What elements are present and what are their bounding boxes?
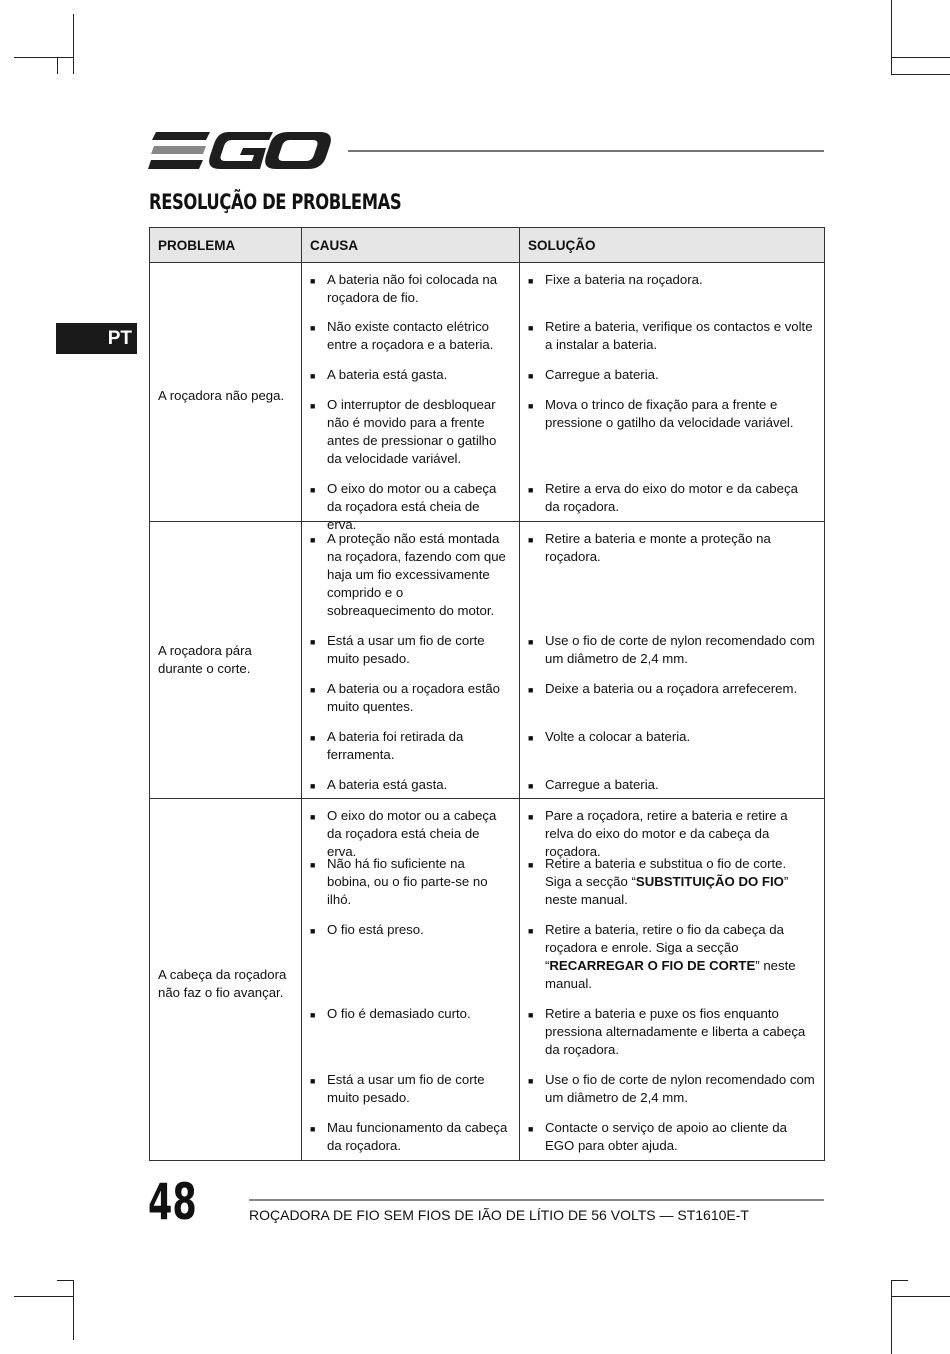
cause-text: Está a usar um fio de corte muito pesado. (327, 633, 485, 666)
solution-text (545, 921, 816, 993)
cause-text: A bateria foi retirada da ferramenta. (327, 729, 464, 762)
footer-text: ROÇADORA DE FIO SEM FIOS DE IÃO DE LÍTIO DE 56 VOLTS — ST1610E-T (249, 1207, 749, 1223)
solution-line: Retire a bateria, retire o fio da cabeça da roçadora e enrole. Siga a secção (545, 922, 784, 955)
solution-text (545, 855, 816, 909)
solution-text: Retire a bateria e monte a proteção na roçadora. (545, 531, 771, 564)
bullet-icon: ■ (310, 1076, 316, 1086)
cause-text: Mau funcionamento da cabeça da roçadora. (327, 1120, 508, 1153)
solution-text: Mova o trinco de fixação para a frente e pressione o gatilho da velocidade variável. (545, 397, 794, 430)
solution-cell (520, 263, 825, 522)
header-cause: CAUSA (302, 228, 520, 263)
crop-mark (57, 1280, 74, 1281)
cause-text: A bateria está gasta. (327, 777, 448, 792)
solution-text: Carregue a bateria. (545, 777, 659, 792)
solution-text: Retire a bateria, verifique os contactos e volte a instalar a bateria. (545, 319, 813, 352)
bullet-icon: ■ (528, 860, 534, 870)
cause-text: A bateria está gasta. (327, 367, 448, 382)
crop-mark (14, 1296, 74, 1297)
solution-text: Deixe a bateria ou a roçadora arrefecerem. (545, 681, 798, 696)
problem-cell: A roçadora não pega. (150, 263, 302, 522)
bullet-icon: ■ (310, 637, 316, 647)
problem-cell (150, 522, 302, 799)
header-problem: PROBLEMA (150, 228, 302, 263)
header-solution: SOLUÇÃO (520, 228, 825, 263)
problem-text: A cabeça da roçadora não faz o fio avançar. (158, 966, 287, 1000)
cause-text: A bateria ou a roçadora estão muito quentes. (327, 681, 501, 714)
solution-cell (520, 799, 825, 1161)
section-reference: SUBSTITUIÇÃO DO FIO (635, 874, 784, 889)
bullet-icon: ■ (310, 926, 316, 936)
problem-cell (150, 799, 302, 1161)
bullet-icon: ■ (528, 926, 534, 936)
bullet-icon: ■ (310, 276, 316, 286)
bullet-icon: ■ (528, 812, 534, 822)
cause-text: O eixo do motor ou a cabeça da roçadora está cheia de erva. (327, 808, 497, 859)
table-row (150, 522, 825, 799)
cause-text: Não existe contacto elétrico entre a roçadora e a bateria. (327, 319, 494, 352)
section-reference: RECARREGAR O FIO DE CORTE (549, 958, 756, 973)
bullet-icon: ■ (310, 323, 316, 333)
bullet-icon: ■ (310, 860, 316, 870)
bullet-icon: ■ (528, 733, 534, 743)
cause-cell (302, 263, 520, 532)
solution-prefix: “ (545, 958, 550, 973)
solution-line: Retire a bateria e substitua o fio de corte. (545, 856, 787, 871)
crop-mark (891, 57, 950, 58)
solution-text: Carregue a bateria. (545, 367, 659, 382)
solution-prefix: Siga a secção “ (545, 874, 636, 889)
bullet-icon: ■ (310, 371, 316, 381)
crop-mark (73, 1280, 74, 1340)
page-title: RESOLUÇÃO DE PROBLEMAS (149, 190, 402, 214)
cause-text: O eixo do motor ou a cabeça da roçadora está cheia de erva. (327, 481, 497, 532)
bullet-icon: ■ (528, 685, 534, 695)
bullet-icon: ■ (528, 371, 534, 381)
cause-text: O interruptor de desbloquear não é movido para a frente antes de pressionar o gatilho da velocidade variável. (327, 397, 497, 466)
cause-cell (302, 522, 520, 799)
crop-mark (57, 57, 58, 74)
solution-text: Fixe a bateria na roçadora. (545, 272, 703, 287)
cause-text: O fio é demasiado curto. (327, 1006, 471, 1021)
crop-mark (14, 57, 74, 58)
language-tab: PT (56, 323, 137, 354)
bullet-icon: ■ (310, 535, 316, 545)
bullet-icon: ■ (310, 401, 316, 411)
header-rule (348, 150, 824, 152)
solution-text: Retire a bateria e puxe os fios enquanto pressiona alternadamente e liberta a cabeça da roçadora. (545, 1006, 806, 1057)
bullet-icon: ■ (310, 1124, 316, 1134)
troubleshooting-table (149, 227, 825, 1161)
bullet-icon: ■ (528, 401, 534, 411)
cause-text: Está a usar um fio de corte muito pesado. (327, 1072, 485, 1105)
cause-cell (302, 799, 520, 1161)
solution-text: Use o fio de corte de nylon recomendado com um diâmetro de 2,4 mm. (545, 633, 815, 666)
footer-rule (249, 1199, 824, 1201)
bullet-icon: ■ (528, 535, 534, 545)
bullet-icon: ■ (310, 685, 316, 695)
crop-mark (891, 1280, 908, 1281)
table-row (150, 799, 825, 1161)
crop-mark (891, 0, 892, 75)
solution-text: Contacte o serviço de apoio ao cliente da EGO para obter ajuda. (545, 1120, 787, 1153)
solution-text: Volte a colocar a bateria. (545, 729, 691, 744)
bullet-icon: ■ (310, 1010, 316, 1020)
ego-logo (148, 128, 333, 173)
crop-mark (891, 1280, 892, 1354)
problem-text: A roçadora pára durante o corte. (158, 643, 252, 676)
bullet-icon: ■ (528, 323, 534, 333)
crop-mark (73, 14, 74, 74)
bullet-icon: ■ (528, 1076, 534, 1086)
page-number: 48 (148, 1173, 197, 1231)
solution-text: Pare a roçadora, retire a bateria e retire a relva do eixo do motor e da cabeça da roçadora. (545, 808, 788, 859)
bullet-icon: ■ (528, 1010, 534, 1020)
cause-text: A proteção não está montada na roçadora, fazendo com que haja um fio excessivamente comprido e o sobreaquecimento do motor. (327, 531, 506, 618)
solution-cell (520, 522, 825, 799)
cause-text: O fio está preso. (327, 922, 424, 937)
table-row (150, 263, 825, 522)
crop-mark (891, 1296, 950, 1297)
solution-suffix: ” neste manual. (545, 874, 789, 907)
bullet-icon: ■ (528, 637, 534, 647)
cause-text: A bateria não foi colocada na roçadora de fio. (327, 272, 498, 305)
bullet-icon: ■ (310, 485, 316, 495)
solution-text: Retire a erva do eixo do motor e da cabeça da roçadora. (545, 481, 798, 514)
solution-text: Use o fio de corte de nylon recomendado com um diâmetro de 2,4 mm. (545, 1072, 815, 1105)
bullet-icon: ■ (528, 485, 534, 495)
bullet-icon: ■ (310, 733, 316, 743)
bullet-icon: ■ (310, 781, 316, 791)
bullet-icon: ■ (528, 276, 534, 286)
bullet-icon: ■ (310, 812, 316, 822)
cause-text: Não há fio suficiente na bobina, ou o fio parte-se no ilhó. (327, 856, 488, 907)
bullet-icon: ■ (528, 781, 534, 791)
crop-mark (891, 74, 950, 75)
bullet-icon: ■ (528, 1124, 534, 1134)
solution-suffix: ” neste manual. (545, 958, 796, 991)
